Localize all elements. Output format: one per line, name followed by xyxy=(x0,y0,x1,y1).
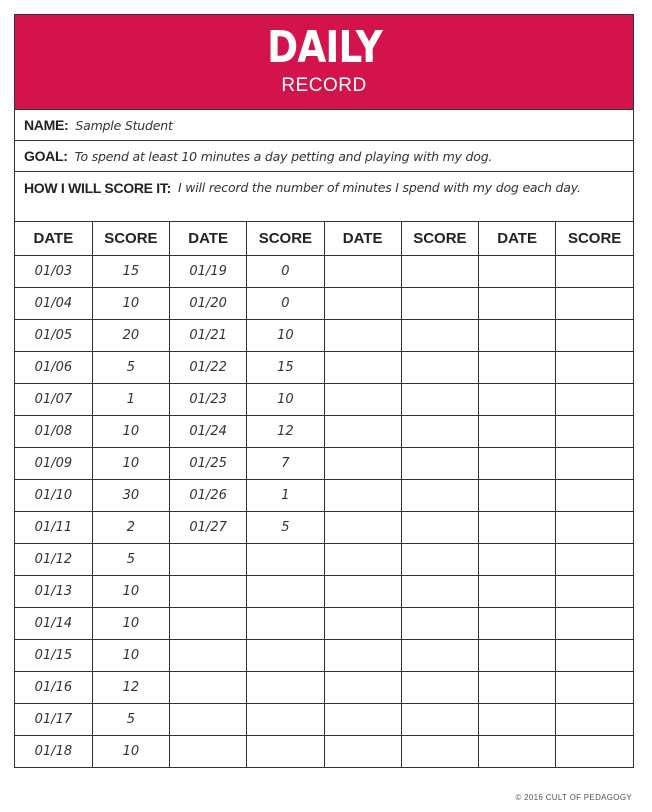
score-cell xyxy=(556,447,633,479)
date-cell: 01/17 xyxy=(15,703,92,735)
score-cell: 10 xyxy=(247,383,324,415)
date-cell xyxy=(170,703,247,735)
table-row xyxy=(15,511,633,543)
score-cell: 15 xyxy=(92,255,169,287)
date-cell xyxy=(324,255,401,287)
date-cell xyxy=(324,511,401,543)
table-row xyxy=(15,607,633,639)
date-cell xyxy=(324,639,401,671)
table-row xyxy=(15,287,633,319)
date-cell xyxy=(324,703,401,735)
date-cell xyxy=(324,671,401,703)
table-row xyxy=(15,671,633,703)
score-cell xyxy=(401,255,478,287)
score-cell xyxy=(401,319,478,351)
date-cell xyxy=(479,639,556,671)
score-cell: 12 xyxy=(92,671,169,703)
score-cell xyxy=(247,543,324,575)
score-cell xyxy=(401,287,478,319)
score-cell xyxy=(556,703,633,735)
date-cell: 01/09 xyxy=(15,447,92,479)
date-cell xyxy=(170,607,247,639)
table-row xyxy=(15,383,633,415)
score-cell xyxy=(401,671,478,703)
date-cell xyxy=(479,575,556,607)
date-cell: 01/06 xyxy=(15,351,92,383)
date-cell: 01/11 xyxy=(15,511,92,543)
score-cell xyxy=(556,575,633,607)
date-cell: 01/05 xyxy=(15,319,92,351)
date-cell xyxy=(170,671,247,703)
date-cell xyxy=(170,543,247,575)
name-value: Sample Student xyxy=(75,117,173,133)
date-cell xyxy=(479,511,556,543)
date-cell: 01/27 xyxy=(170,511,247,543)
date-cell: 01/26 xyxy=(170,479,247,511)
score-cell: 5 xyxy=(92,703,169,735)
date-cell: 01/12 xyxy=(15,543,92,575)
score-cell: 1 xyxy=(92,383,169,415)
name-label: NAME: xyxy=(24,117,69,133)
score-cell xyxy=(401,447,478,479)
score-cell xyxy=(401,511,478,543)
date-cell xyxy=(170,639,247,671)
score-cell xyxy=(401,735,478,767)
goal-row xyxy=(15,141,633,172)
date-cell xyxy=(479,671,556,703)
date-cell xyxy=(479,319,556,351)
date-cell: 01/14 xyxy=(15,607,92,639)
score-cell: 30 xyxy=(92,479,169,511)
score-cell: 5 xyxy=(92,351,169,383)
column-header-date: DATE xyxy=(479,222,556,255)
column-header-score: SCORE xyxy=(556,222,633,255)
date-cell: 01/23 xyxy=(170,383,247,415)
score-cell: 15 xyxy=(247,351,324,383)
table-row xyxy=(15,415,633,447)
score-cell: 2 xyxy=(92,511,169,543)
date-cell xyxy=(479,351,556,383)
date-cell xyxy=(324,351,401,383)
table-row xyxy=(15,639,633,671)
score-cell xyxy=(401,703,478,735)
score-cell xyxy=(556,287,633,319)
date-cell: 01/24 xyxy=(170,415,247,447)
date-cell xyxy=(324,543,401,575)
column-header-score: SCORE xyxy=(401,222,478,255)
score-cell xyxy=(556,671,633,703)
date-cell xyxy=(479,415,556,447)
score-cell: 5 xyxy=(92,543,169,575)
score-cell: 20 xyxy=(92,319,169,351)
date-cell: 01/16 xyxy=(15,671,92,703)
score-cell: 5 xyxy=(247,511,324,543)
record-table xyxy=(15,222,633,767)
scoring-value: I will record the number of minutes I spend with my dog each day. xyxy=(177,180,581,195)
date-cell xyxy=(479,255,556,287)
date-cell xyxy=(324,319,401,351)
date-cell: 01/10 xyxy=(15,479,92,511)
date-cell: 01/18 xyxy=(15,735,92,767)
scoring-label: HOW I WILL SCORE IT: xyxy=(24,180,171,196)
score-cell: 10 xyxy=(92,639,169,671)
score-cell xyxy=(247,575,324,607)
date-cell xyxy=(479,735,556,767)
score-cell xyxy=(247,735,324,767)
date-cell: 01/08 xyxy=(15,415,92,447)
date-cell: 01/07 xyxy=(15,383,92,415)
table-row xyxy=(15,255,633,287)
score-cell xyxy=(556,415,633,447)
table-row xyxy=(15,575,633,607)
date-cell xyxy=(324,287,401,319)
score-cell xyxy=(247,671,324,703)
score-cell xyxy=(556,351,633,383)
score-cell xyxy=(556,255,633,287)
score-cell: 10 xyxy=(92,447,169,479)
date-cell xyxy=(479,543,556,575)
score-cell: 10 xyxy=(247,319,324,351)
date-cell xyxy=(324,607,401,639)
date-cell xyxy=(170,575,247,607)
table-row xyxy=(15,543,633,575)
record-table-body xyxy=(15,255,633,767)
date-cell xyxy=(324,383,401,415)
column-header-date: DATE xyxy=(324,222,401,255)
table-header-row xyxy=(15,222,633,255)
table-row xyxy=(15,351,633,383)
score-cell: 10 xyxy=(92,287,169,319)
date-cell: 01/19 xyxy=(170,255,247,287)
column-header-score: SCORE xyxy=(92,222,169,255)
score-cell xyxy=(401,607,478,639)
score-cell: 0 xyxy=(247,287,324,319)
score-cell xyxy=(556,543,633,575)
date-cell xyxy=(479,703,556,735)
score-cell xyxy=(401,383,478,415)
date-cell xyxy=(170,735,247,767)
score-cell xyxy=(556,479,633,511)
date-cell: 01/04 xyxy=(15,287,92,319)
scoring-row xyxy=(15,172,633,222)
score-cell xyxy=(247,639,324,671)
date-cell xyxy=(324,479,401,511)
date-cell xyxy=(479,607,556,639)
date-cell xyxy=(479,479,556,511)
score-cell: 1 xyxy=(247,479,324,511)
date-cell: 01/21 xyxy=(170,319,247,351)
date-cell xyxy=(479,287,556,319)
date-cell: 01/03 xyxy=(15,255,92,287)
date-cell xyxy=(479,383,556,415)
score-cell xyxy=(247,607,324,639)
date-cell xyxy=(324,575,401,607)
score-cell xyxy=(556,383,633,415)
score-cell xyxy=(556,511,633,543)
score-cell: 10 xyxy=(92,735,169,767)
score-cell xyxy=(401,415,478,447)
copyright-notice: © 2016 CULT OF PEDAGOGY xyxy=(515,793,632,802)
date-cell xyxy=(324,735,401,767)
page-title: DAILY xyxy=(266,22,382,73)
date-cell: 01/25 xyxy=(170,447,247,479)
column-header-date: DATE xyxy=(15,222,92,255)
table-row xyxy=(15,479,633,511)
date-cell: 01/20 xyxy=(170,287,247,319)
score-cell xyxy=(401,575,478,607)
date-cell xyxy=(324,415,401,447)
column-header-date: DATE xyxy=(170,222,247,255)
score-cell xyxy=(401,479,478,511)
goal-value: To spend at least 10 minutes a day petting and playing with my dog. xyxy=(74,148,493,164)
goal-label: GOAL: xyxy=(24,148,68,164)
date-cell xyxy=(324,447,401,479)
page-subtitle: RECORD xyxy=(281,75,367,96)
score-cell xyxy=(556,607,633,639)
score-cell xyxy=(401,639,478,671)
score-cell xyxy=(401,351,478,383)
score-cell: 10 xyxy=(92,575,169,607)
header-banner xyxy=(15,15,633,110)
score-cell xyxy=(556,735,633,767)
table-row xyxy=(15,319,633,351)
score-cell xyxy=(556,639,633,671)
table-row xyxy=(15,447,633,479)
score-cell xyxy=(556,319,633,351)
score-cell xyxy=(247,703,324,735)
table-row xyxy=(15,703,633,735)
column-header-score: SCORE xyxy=(247,222,324,255)
score-cell: 0 xyxy=(247,255,324,287)
date-cell: 01/22 xyxy=(170,351,247,383)
score-cell: 12 xyxy=(247,415,324,447)
date-cell xyxy=(479,447,556,479)
score-cell: 10 xyxy=(92,415,169,447)
score-cell: 7 xyxy=(247,447,324,479)
date-cell: 01/15 xyxy=(15,639,92,671)
name-row xyxy=(15,110,633,141)
score-cell xyxy=(401,543,478,575)
daily-record-sheet xyxy=(14,14,634,768)
score-cell: 10 xyxy=(92,607,169,639)
date-cell: 01/13 xyxy=(15,575,92,607)
table-row xyxy=(15,735,633,767)
